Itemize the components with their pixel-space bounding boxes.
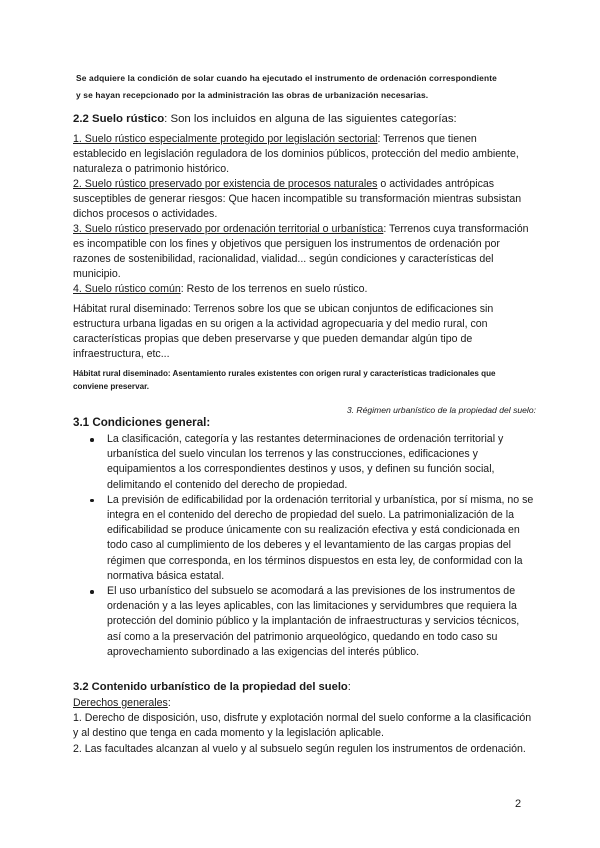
- section-3-2-heading: [73, 681, 351, 693]
- category-1-text: : Terrenos que tienen establecido en legislación reguladora de los dominios públicos, protección del medio ambiente, naturaleza o patrimonio histórico.: [73, 133, 519, 175]
- list-item: [73, 584, 535, 660]
- derechos-heading: [73, 696, 535, 711]
- bullet-dot-icon: [90, 590, 94, 594]
- habitat-paragraph: [73, 302, 533, 362]
- habitat-note: Hábitat rural diseminado: Asentamiento rurales existentes con origen rural y características tradicionales que conviene preservar.: [73, 369, 496, 391]
- category-1: [73, 132, 533, 177]
- page-number: 2: [515, 798, 522, 810]
- intro-paragraph: [76, 70, 536, 104]
- list-item: [73, 493, 535, 584]
- category-2-label: 2. Suelo rústico preservado por existencia de procesos naturales: [73, 178, 378, 190]
- category-4-text: : Resto de los terrenos en suelo rústico.: [180, 283, 368, 295]
- category-1-label: 1. Suelo rústico especialmente protegido por legislación sectorial: [73, 133, 378, 145]
- category-3-label: 3. Suelo rústico preservado por ordenación territorial o urbanística: [73, 223, 384, 235]
- derechos-label: Derechos generales: [73, 697, 168, 709]
- section-3-2-title: 3.2 Contenido urbanístico de la propiedad del suelo: [73, 681, 348, 693]
- category-list: [73, 132, 533, 297]
- section-3-1-bullets: [73, 432, 535, 660]
- category-3-text: : Terrenos cuya transformación es incompatible con los fines y objetivos que persiguen los instrumentos de ordenación por razones de sostenibilidad, racionalidad, vialidad... según condiciones y características del municipio.: [73, 223, 529, 280]
- category-4: [73, 282, 533, 297]
- bullet-dot-icon: [90, 438, 94, 442]
- intro-line-2: y se hayan recepcionado por la administración las obras de urbanización necesarias.: [76, 90, 429, 100]
- derecho-1: 1. Derecho de disposición, uso, disfrute y explotación normal del suelo conforme a la clasificación y al destino que tenga en cada momento y la legislación aplicable.: [73, 712, 532, 740]
- bullet-3-text: El uso urbanístico del subsuelo se acomodará a las previsiones de los instrumentos de ordenación y a las leyes aplicables, con las limitaciones y servidumbres que requiera la protección del dominio público y la implantación de infraestructuras y servicios técnicos, así como a la preservación del patrimonio arqueológico, quedando en todo caso su aprovechamiento subordinado a las exigencias del interés público.: [107, 585, 520, 658]
- section-2-2-title: 2.2 Suelo rústico: [73, 113, 165, 125]
- habitat-text: Hábitat rural diseminado: Terrenos sobre los que se ubican conjuntos de edificaciones sin estructura urbana ligadas en su origen a la actividad agropecuaria y del medio rural, con características propias que deben preservarse y que pueden demandar algún tipo de infraestructura, etc...: [73, 303, 494, 360]
- section-3-2-colon: :: [347, 681, 351, 693]
- list-item: [73, 432, 535, 493]
- bullet-1-text: La clasificación, categoría y las restantes determinaciones de ordenación territorial y urbanística del suelo vinculan los terrenos y las construcciones, edificaciones y equipamientos a los correspondientes destinos y usos, y definen su función social, delimitando el contenido del derecho de propiedad.: [107, 433, 504, 491]
- category-2: [73, 177, 533, 222]
- intro-line-1: Se adquiere la condición de solar cuando ha ejecutado el instrumento de ordenación correspondiente: [76, 73, 497, 83]
- section-2-2-heading: [73, 112, 533, 127]
- bullet-dot-icon: [90, 499, 94, 503]
- category-2-text: o actividades antrópicas susceptibles de generar riesgos: Que hacen incompatible su transformación mientras subsistan dichos procesos o actividades.: [73, 178, 522, 220]
- derecho-2: 2. Las facultades alcanzan al vuelo y al subsuelo según regulen los instrumentos de ordenación.: [73, 742, 526, 755]
- category-4-label: 4. Suelo rústico común: [73, 283, 181, 295]
- section-2-2-lead: : Son los incluidos en alguna de las siguientes categorías:: [164, 113, 457, 125]
- derechos-generales: [73, 696, 535, 757]
- section-3-1-title: 3.1 Condiciones general:: [73, 416, 211, 429]
- bullet-2-text: La previsión de edificabilidad por la ordenación territorial y urbanística, por sí misma, no se integra en el contenido del derecho de propiedad del suelo. La patrimonialización de la edificabilidad se produce únicamente con su realización efectiva y está condicionada en todo caso al cumplimiento de los deberes y el levantamiento de las cargas propias del régimen que corresponda, en los términos dispuestos en esta ley, de conformidad con la normativa básica estatal.: [107, 493, 534, 582]
- derechos-colon: :: [167, 697, 171, 709]
- section-3-subtitle: 3. Régimen urbanístico de la propiedad del suelo:: [346, 405, 536, 415]
- category-3: [73, 222, 533, 282]
